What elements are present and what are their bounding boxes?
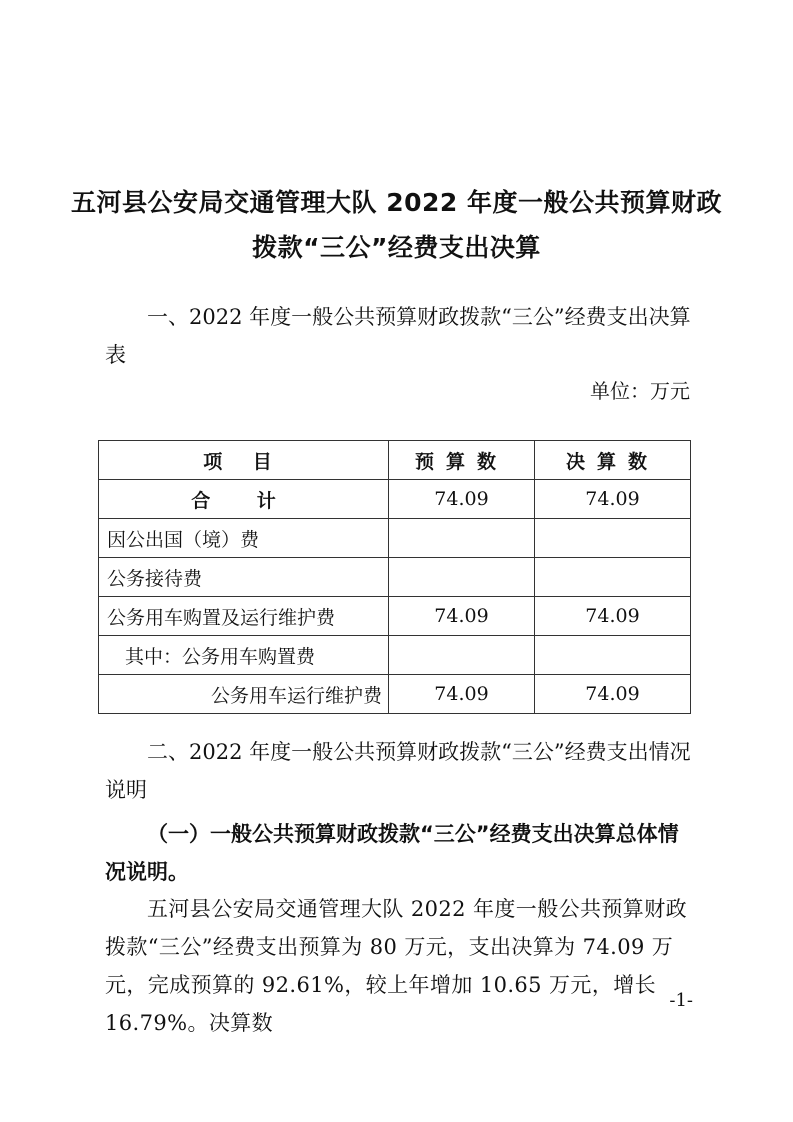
page-number: -1- [669, 990, 693, 1011]
row-actual: 74.09 [535, 597, 691, 636]
row-label: 公务接待费 [99, 558, 389, 597]
header-budget: 预算数 [389, 441, 535, 480]
table-row [99, 636, 691, 675]
row-actual [535, 519, 691, 558]
row-budget: 74.09 [389, 597, 535, 636]
section2-subheading: （一）一般公共预算财政拨款“三公”经费支出决算总体情况说明。 [105, 822, 679, 884]
row-actual: 74.09 [535, 675, 691, 714]
section1-heading: 一、2022 年度一般公共预算财政拨款“三公”经费支出决算表 [105, 305, 691, 367]
table-row [99, 519, 691, 558]
table-row [99, 558, 691, 597]
row-label: 公务用车运行维护费 [99, 675, 389, 714]
row-budget [389, 519, 535, 558]
header-actual: 决算数 [535, 441, 691, 480]
document-title-line2: 拨款“三公”经费支出决算 [252, 233, 541, 262]
row-label: 因公出国（境）费 [99, 519, 389, 558]
section2-heading: 二、2022 年度一般公共预算财政拨款“三公”经费支出情况说明 [105, 740, 691, 802]
row-actual [535, 636, 691, 675]
row-budget: 74.09 [389, 675, 535, 714]
row-actual: 74.09 [535, 480, 691, 519]
row-actual [535, 558, 691, 597]
table-header-row [99, 441, 691, 480]
table-row [99, 480, 691, 519]
body-paragraph: 五河县公安局交通管理大队 2022 年度一般公共预算财政拨款“三公”经费支出预算为 80 万元，支出决算为 74.09 万元，完成预算的 92.61%，较上年增加 10.65 万元，增长 16.79%。决算数 [105, 897, 687, 1035]
row-label: 公务用车购置及运行维护费 [99, 597, 389, 636]
row-label: 合 计 [99, 480, 389, 519]
row-budget [389, 558, 535, 597]
unit-label: 单位：万元 [590, 379, 690, 403]
document-title-line1: 五河县公安局交通管理大队 2022 年度一般公共预算财政 [71, 188, 722, 217]
table-row [99, 675, 691, 714]
row-budget [389, 636, 535, 675]
row-label: 其中：公务用车购置费 [99, 636, 389, 675]
header-item: 项 目 [99, 441, 389, 480]
table-row [99, 597, 691, 636]
row-budget: 74.09 [389, 480, 535, 519]
expense-table [98, 440, 691, 714]
